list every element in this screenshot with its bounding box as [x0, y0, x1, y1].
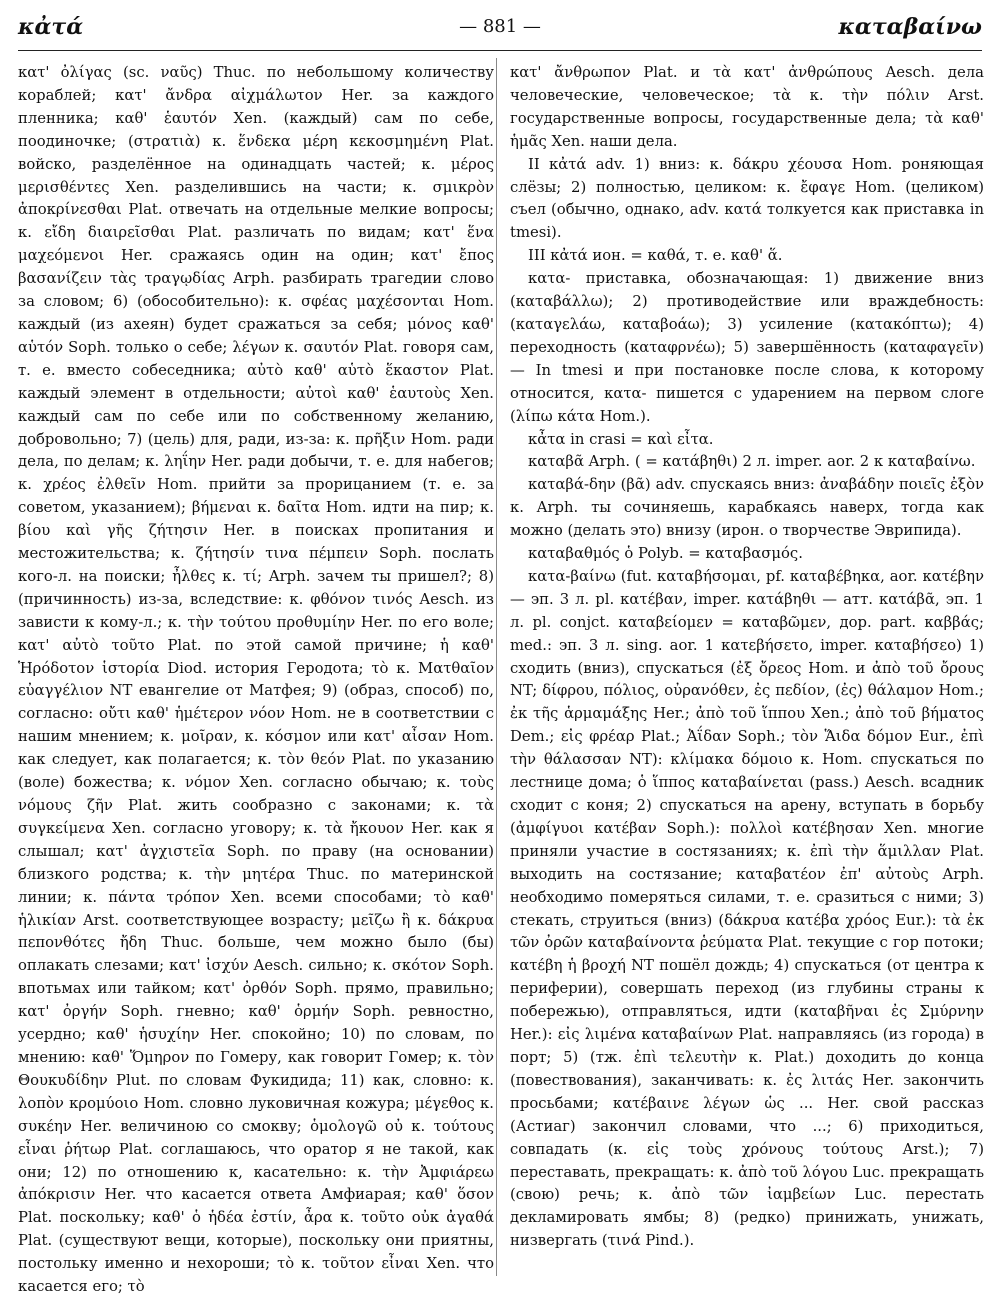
- dictionary-entry: καταβᾶ Arph. ( = κατάβηθι) 2 л. imper. aor. 2 к καταβαίνω.: [528, 453, 976, 471]
- dictionary-paragraph: κατ' ὀλίγας (sc. ναῦς) Thuc. по небольшому количеству кораблей; κατ' ἄνδρα αἰχμάλωτον Her. за каждого пленника; καθ' ἑαυτόν Xen. (каждый) сам по себе, поодиночке; (στρατιὰ) κ. ἕνδεκα μέρη κεκοσμημένη Plat. войско, разделённое на одинадцать частей; κ. μέρος μερισθέντες Xen. разделившись на части; κ. σμικρὸν ἀποκρίνεσθαι Plat. отвечать на отдельные мелкие вопросы; κ. εἴδη διαιρεῖσθαι Plat. различать по видам; κατ' ἕνα μαχεόμενοι Her. сражаясь один на один; κατ' ἔπος βασανίζειν τὰς τραγῳδίας Arph. разбирать трагедии слово за словом; 6) (обособительно): κ. σφέας μαχέσονται Hom. каждый (из ахеян) будет сражаться за себя; μόνος καθ' αὑτόν Soph. только о себе; λέγων κ. σαυτόν Plat. говоря сам, т. е. вместо собеседника; αὐτὸ καθ' αὑτὸ ἕκαστον Plat. каждый элемент в отдельности; αὐτοὶ καθ' ἑαυτοὺς Xen. каждый сам по себе или по собственному желанию, добровольно; 7) (цель) для, ради, из-за: κ. πρῆξιν Hom. ради дела, по делам; κ. ληΐην Her. ради добычи, т. е. для набегов; κ. χρέος ἐλθεῖν Hom. прийти за прорицанием (т. е. за советом, указанием); βήμεναι κ. δαῖτα Hom. идти на пир; κ. βίου καὶ γῆς ζήτησιν Her. в поисках пропитания и местожительства; κ. ζήτησίν τινα πέμπειν Soph. послать кого-л. на поиски; ἦλθες κ. τί; Arph. зачем ты пришел?; 8) (причинность) из-за, вследствие: κ. φθόνον τινός Aesch. из зависти к кому-л.; κ. τὴν τούτου προθυμίην Her. по его воле; κατ' αὐτὸ τοῦτο Plat. по этой самой причине; ἡ καθ' Ἡρόδοτον ἱστορία Diod. история Геродота; τὸ κ. Ματθαῖον εὐαγγέλιον NT евангелие от Матфея; 9) (образ, способ) по, согласно: οὔτι καθ' ἡμέτερον νόον Hom. не в соответствии с нашим мнением; κ. μοῖραν, κ. κόσμον или κατ' αἶσαν Hom. как следует, как полагается; κ. τὸν θεόν Plat. по указанию (воле) божества; κ. νόμον Xen. согласно обычаю; κ. τοὺς νόμους ζῆν Plat. жить сообразно с законами; κ. τὰ συγκείμενα Xen. согласно уговору; κ. τὰ ἤκουον Her. как я слышал; κατ' ἀγχιστεῖα Soph. по праву (на основании) близкого родства; κ. τὴν μητέρα Thuc. по материнской линии; κ. πάντα τρόπον Xen. всеми способами; τὸ καθ' ἡλικίαν Arst. соответствующее возрасту; μεῖζω ἢ κ. δάκρυα πεπονθότες ἤδη Thuc. больше, чем можно было (бы) оплакать слезами; κατ' ἰσχύν Aesch. сильно; κ. σκότον Soph. впотьмах или тайком; κατ' ὀρθόν Soph. прямо, правильно; κατ' ὀργήν Soph. гневно; καθ' ὁρμήν Soph. ревностно, усердно; καθ' ἡσυχίην Her. спокойно; 10) по словам, по мнению: καθ' Ὅμηρον по Гомеру, как говорит Гомер; κ. τὸν Θουκυδίδην Plut. по словам Фукидида; 11) как, словно: κ. λοπὸν κρομύοιο Hom. словно луковичная кожура; μέγεθος κ. συκέην Her. величиною со смокву; ὁμολογῶ οὐ κ. τούτους εἶναι ῥήτωρ Plat. соглашаюсь, что оратор я не такой, как они; 12) по отношению к, касательно: κ. τὴν Ἀμφιάρεω ἀπόκρισιν Her. что касается ответа Амфиарая; καθ' ὅσον Plat. поскольку; καθ' ὁ ἡδέα ἐστίν, ἆρα κ. τοῦτο οὐκ ἀγαθά Plat. (существуют вещи, которые), поскольку они приятны, постольку именно и нехороши; τὸ κ. τοῦτον εἶναι Xen. что касается его; τὸ: [18, 64, 494, 1296]
- left-column: [18, 62, 494, 1296]
- running-head: [18, 12, 982, 50]
- right-column: [510, 62, 984, 1276]
- dictionary-entry: κἆτα in crasi = καὶ εἶτα.: [528, 430, 714, 448]
- dictionary-paragraph: κατ' ἄνθρωπον Plat. и τὰ κατ' ἀνθρώπους Aesch. дела человеческие, человеческое; τὰ κ. τὴν πόλιν Arst. государственные вопросы, государственные дела; τὰ καθ' ἡμᾶς Xen. наши дела.: [510, 64, 984, 150]
- left-headword: κἀτά: [18, 14, 84, 40]
- right-headword: καταβαίνω: [838, 14, 982, 40]
- dictionary-entry: II κἀτά adv. 1) вниз: κ. δάκρυ χέουσα Hom. роняющая слёзы; 2) полностью, целиком: κ. ἔφαγε Hom. (целиком) съел (обычно, однако, adv. κατά толкуется как приставка in tmesi).: [510, 155, 984, 242]
- dictionary-entry: III κἀτά ион. = καθά, т. е. καθ' ἅ.: [528, 247, 783, 265]
- dictionary-entry: κατα-βαίνω (fut. καταβήσομαι, pf. καταβέβηκα, aor. κατέβην — эп. 3 л. pl. κατέβαν, imper. κατάβηθι — атт. κατάβᾶ, эп. 1 л. pl. conjct. καταβείομεν = καταβῶμεν, дор. part. καββάς; med.: эп. 3 л. sing. aor. 1 κατεβήσετο, imper. καταβήσεο) 1) сходить (вниз), спускаться (ἐξ ὄρεος Hom. и ἀπὸ τοῦ ὄρους NT; δίφρου, πόλιος, οὐρανόθεν, ἐς πεδίον, (ἐς) θάλαμον Hom.; ἐκ τῆς ἁρμαμάξης Her.; ἀπὸ τοῦ ἵππου Xen.; ἀπὸ τοῦ βήματος Dem.; εἰς φρέαρ Plat.; Ἀΐδαν Soph.; τὸν Ἅιδα δόμον Eur., ἐπὶ τὴν θάλασσαν NT): κλίμακα δόμοιο κ. Hom. спускаться по лестнице дома; ὁ ἵππος καταβαίνεται (pass.) Aesch. всадник сходит с коня; 2) спускаться на арену, вступать в борьбу (ἀμφίγυοι κατέβαν Soph.): πολλοὶ κατέβησαν Xen. многие приняли участие в состязаниях; κ. ἐπὶ τὴν ἅμιλλαν Plat. выходить на состязание; καταβατέον ἐπ' αὐτοὺς Arph. необходимо померяться силами, т. е. сразиться с ними; 3) стекать, струиться (вниз) (δάκρυα κατέβα χρόος Eur.): τὰ ἐκ τῶν ὀρῶν καταβαίνοντα ῥεύματα Plat. текущие с гор потоки; κατέβη ἡ βροχή NT пошёл дождь; 4) спускаться (от центра к периферии), совершать переход (из глубины страны к побережью), отправляться, идти (καταβῆναι ἐς Σμύρνην Her.): εἰς λιμένα καταβαίνων Plat. направляясь (из города) в порт; 5) (тж. ἐπὶ τελευτὴν κ. Plat.) доходить до конца (повествования), заканчивать: κ. ἐς λιτάς Her. закончить просьбами; κατέβαινε λέγων ὡς ... Her. свой рассказ (Астиаг) закончил словами, что ...; 6) приходиться, совпадать (κ. εἰς τοὺς χρόνους τούτους Arst.); 7) переставать, прекращать: κ. ἀπὸ τοῦ λόγου Luc. прекращать (свою) речь; κ. ἀπὸ τῶν ἰαμβείων Luc. перестать декламировать ямбы; 8) (редко) принижать, унижать, низвергать (τινά Pind.).: [510, 567, 984, 1250]
- column-divider: [496, 58, 497, 1276]
- dictionary-entry: καταβαθμός ὁ Polyb. = καταβασμός.: [528, 545, 803, 563]
- header-rule: [18, 50, 982, 51]
- page-number: — 881 —: [459, 16, 541, 37]
- dictionary-entry: καταβά-δην (βᾶ) adv. спускаясь вниз: ἀναβάδην ποιεῖς ἐξὸν κ. Arph. ты сочиняешь, карабкаясь наверх, тогда как можно (делать это) внизу (ирон. о творчестве Эврипида).: [510, 476, 984, 540]
- dictionary-entry: κατα- приставка, обозначающая: 1) движение вниз (καταβάλλω); 2) противодействие или враждебность: (καταγελάω, καταβοάω); 3) усиление (κατακόπτω); 4) переходность (καταφρνέω); 5) завершённость (καταφαγεῖν) — In tmesi и при постановке после слова, к которому относится, κατα- пишется с ударением на первом слоге (λίπω κάτα Hom.).: [510, 270, 984, 425]
